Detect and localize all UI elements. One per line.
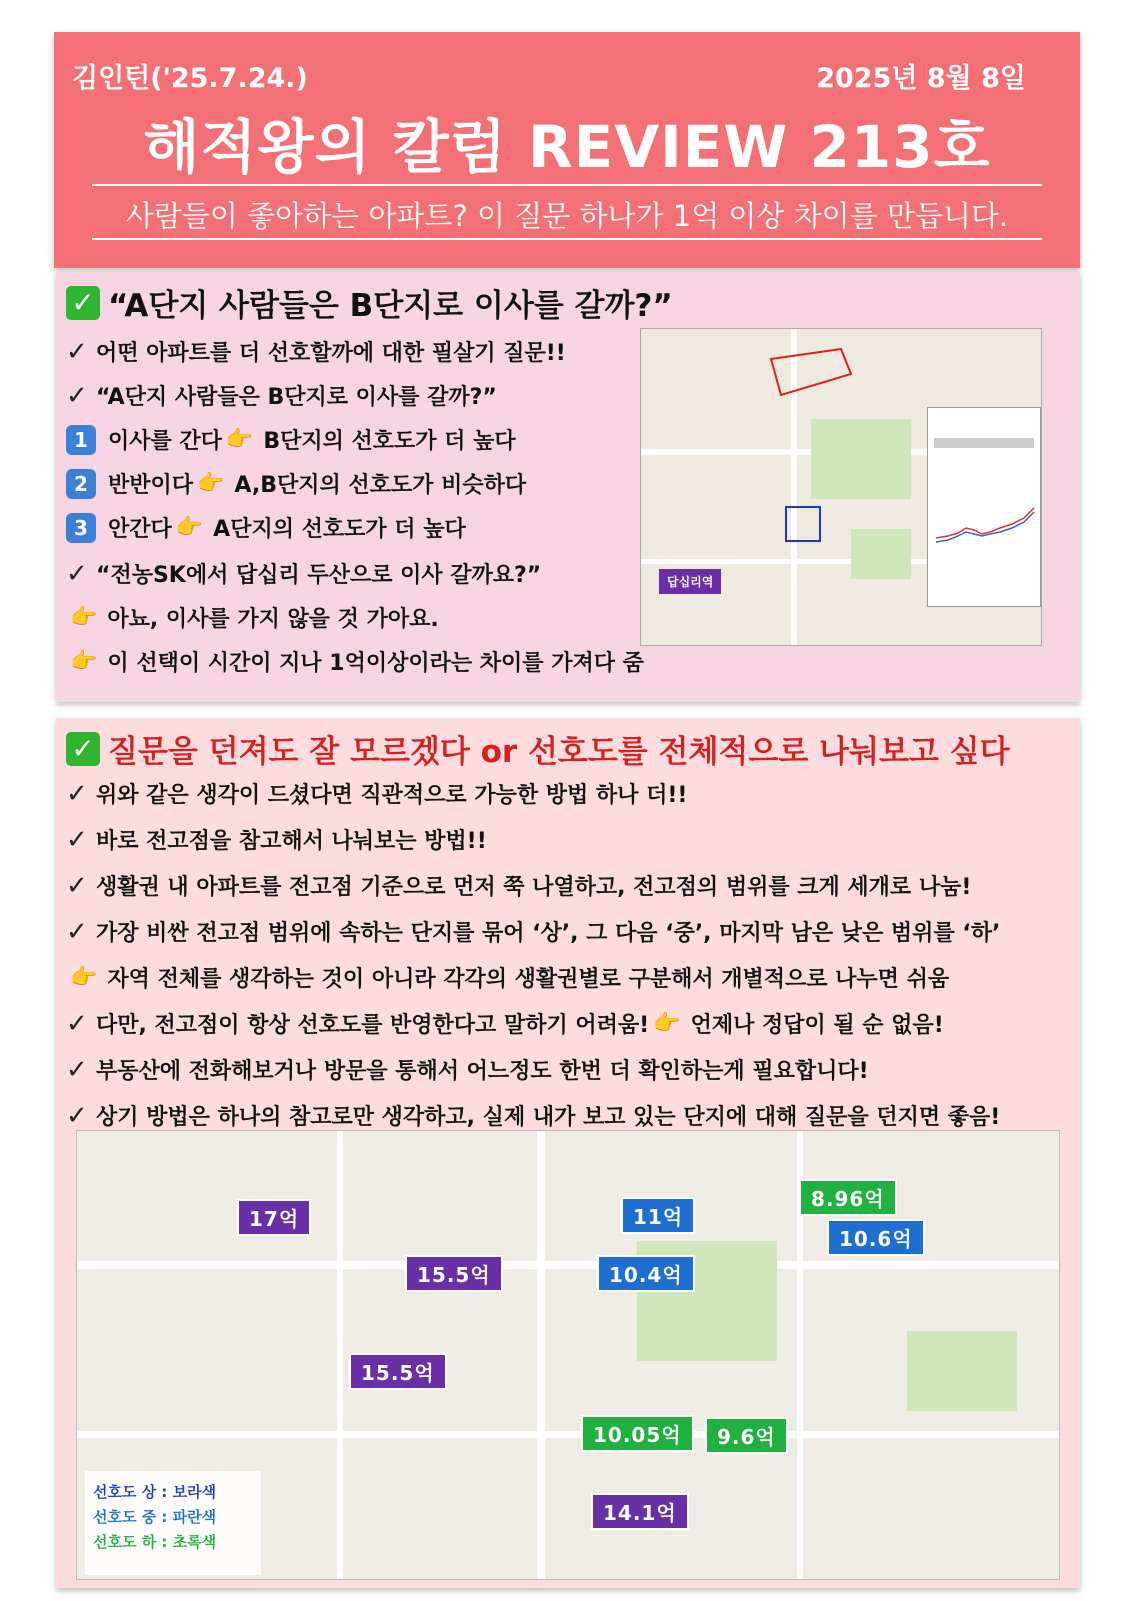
option-item: 2 반반이다 👉 A,B단지의 선호도가 비슷하다 — [66, 468, 526, 499]
legend-mid: 선호도 중 : 파란색 — [93, 1508, 217, 1526]
pointing-hand-icon: 👉 — [70, 649, 98, 674]
option-item: 1 이사를 간다 👉 B단지의 선호도가 더 높다 — [66, 424, 516, 455]
list-item: ✓ 생활권 내 아파트를 전고점 기준으로 먼저 쭉 나열하고, 전고점의 범위를 크게 세개로 나눔! — [66, 870, 972, 901]
list-item: ✓ 상기 방법은 하나의 참고로만 생각하고, 실제 내가 보고 있는 단지에 대해 질문을 던지면 좋음! — [66, 1100, 1001, 1131]
list-item: 👉 아뇨, 이사를 가지 않을 것 가아요. — [70, 605, 439, 632]
price-tag: 8.96억 — [799, 1179, 897, 1216]
price-tag: 10.4억 — [597, 1255, 695, 1292]
list-item: ✓ “전농SK에서 답십리 두산으로 이사 갈까요?” — [66, 558, 542, 589]
check-icon: ✓ — [66, 286, 100, 320]
check-mark-icon: ✓ — [66, 558, 88, 589]
price-tag: 15.5억 — [349, 1353, 447, 1390]
price-tag: 10.6억 — [827, 1219, 925, 1256]
map-legend — [85, 1471, 261, 1575]
check-mark-icon: ✓ — [66, 824, 88, 855]
check-mark-icon: ✓ — [66, 1008, 88, 1039]
page-title: 해적왕의 칼럼 REVIEW 213호 — [143, 113, 991, 181]
pointing-hand-icon: 👉 — [70, 965, 98, 990]
price-map — [76, 1130, 1060, 1580]
check-mark-icon: ✓ — [66, 1100, 88, 1131]
check-mark-icon: ✓ — [66, 870, 88, 901]
list-item: ✓ 위와 같은 생각이 드셨다면 직관적으로 가능한 방법 하나 더!! — [66, 778, 688, 809]
pointing-hand-icon: 👉 — [225, 427, 254, 452]
check-icon: ✓ — [66, 732, 100, 766]
author: 김인턴('25.7.24.) — [72, 63, 308, 94]
list-item: ✓ 가장 비싼 전고점 범위에 속하는 단지를 묶어 ‘상’, 그 다음 ‘중’, 마지막 남은 낮은 범위를 ‘하’ — [66, 916, 1001, 947]
check-mark-icon: ✓ — [66, 1054, 88, 1085]
check-mark-icon: ✓ — [66, 778, 88, 809]
divider — [92, 238, 1042, 240]
header-banner — [54, 32, 1080, 268]
section-question — [56, 272, 1080, 702]
list-item: ✓ 부동산에 전화해보거나 방문을 통해서 어느정도 한번 더 확인하는게 필요합니다! — [66, 1054, 869, 1085]
legend-high: 선호도 상 : 보라색 — [93, 1483, 217, 1501]
list-item: 👉 자역 전체를 생각하는 것이 아니라 각각의 생활권별로 구분해서 개별적으로 나누면 쉬움 — [70, 965, 950, 992]
section-heading: ✓ “A단지 사람들은 B단지로 이사를 갈까?” — [66, 280, 673, 325]
pointing-hand-icon: 👉 — [70, 605, 98, 630]
price-tag: 9.6억 — [705, 1417, 788, 1454]
check-mark-icon: ✓ — [66, 380, 88, 411]
divider — [92, 184, 1042, 186]
legend-low: 선호도 하 : 초록색 — [93, 1533, 217, 1551]
section-method — [56, 718, 1080, 1588]
list-item: ✓ “A단지 사람들은 B단지로 이사를 갈까?” — [66, 380, 497, 411]
list-item: ✓ 바로 전고점을 참고해서 나눠보는 방법!! — [66, 824, 487, 855]
issue-date: 2025년 8월 8일 — [816, 63, 1026, 94]
price-chart-inset — [927, 407, 1041, 607]
price-tag: 15.5억 — [405, 1255, 503, 1292]
check-mark-icon: ✓ — [66, 916, 88, 947]
area-map — [640, 328, 1042, 646]
option-item: 3 안간다 👉 A단지의 선호도가 더 높다 — [66, 512, 466, 543]
price-tag: 17억 — [237, 1199, 311, 1236]
price-trend-lines — [928, 408, 1040, 606]
list-item: ✓ 다만, 전고점이 항상 선호도를 반영한다고 말하기 어려움! 👉 언제나 정답이 될 순 없음! — [66, 1008, 944, 1039]
number-badge: 2 — [66, 469, 96, 499]
number-badge: 3 — [66, 513, 96, 543]
pointing-hand-icon: 👉 — [197, 471, 225, 496]
check-mark-icon: ✓ — [66, 336, 88, 367]
section-heading: ✓ 질문을 던져도 잘 모르겠다 or 선호도를 전체적으로 나눠보고 싶다 — [66, 726, 1010, 771]
pointing-hand-icon: 👉 — [653, 1011, 681, 1036]
station-label: 답십리역 — [659, 569, 721, 594]
pointing-hand-icon: 👉 — [175, 515, 204, 540]
number-badge: 1 — [66, 425, 96, 455]
price-tag: 10.05억 — [581, 1415, 694, 1452]
price-tag: 14.1억 — [591, 1493, 689, 1530]
list-item: 👉 이 선택이 시간이 지나 1억이상이라는 차이를 가져다 줌 — [70, 649, 644, 676]
list-item: ✓ 어떤 아파트를 더 선호할까에 대한 필살기 질문!! — [66, 336, 566, 367]
price-tag: 11억 — [621, 1197, 695, 1234]
page-subtitle: 사람들이 좋아하는 아파트? 이 질문 하나가 1억 이상 차이를 만듭니다. — [125, 199, 1009, 233]
